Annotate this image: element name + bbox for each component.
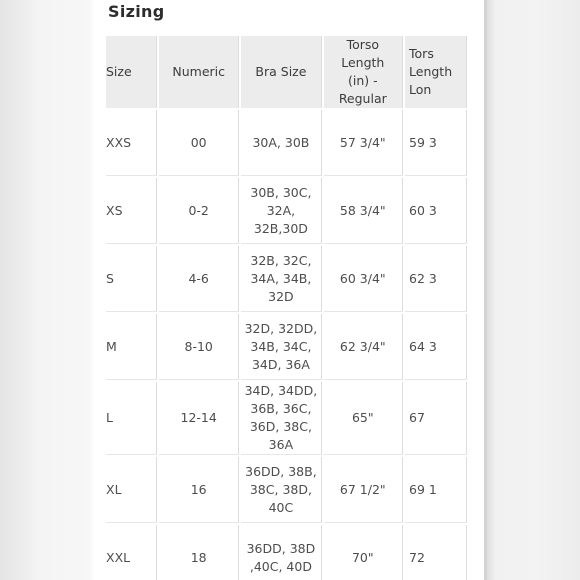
cell-bra-size: 36DD, 38D ,40C, 40D (241, 525, 321, 580)
cell-numeric: 00 (159, 110, 239, 176)
header-line: Length (409, 64, 453, 79)
cell-torso-regular: 65" (324, 382, 403, 455)
cell-torso-regular: 67 1/2" (324, 457, 403, 523)
header-line: Numeric (172, 64, 225, 79)
cell-size: XXL (106, 525, 157, 580)
cell-size: L (106, 382, 157, 455)
header-numeric (159, 36, 239, 108)
cell-torso-long: 62 3 (405, 246, 467, 312)
cell-torso-regular: 58 3/4" (324, 178, 403, 244)
cell-numeric: 4-6 (159, 246, 239, 312)
cell-size: M (106, 314, 157, 380)
sizing-card (94, 0, 486, 580)
table-body (106, 110, 467, 580)
header-line: Torso Length (341, 37, 385, 70)
cell-bra-size: 30B, 30C, 32A, 32B,30D (241, 178, 321, 244)
cell-numeric: 16 (159, 457, 239, 523)
table-row (106, 382, 467, 455)
cell-numeric: 8-10 (159, 314, 239, 380)
table-row (106, 314, 467, 380)
cell-torso-regular: 70" (324, 525, 403, 580)
header-torso-regular (324, 36, 403, 108)
size-chart-table (106, 36, 469, 580)
cell-torso-regular: 60 3/4" (324, 246, 403, 312)
cell-numeric: 0-2 (159, 178, 239, 244)
size-chart-scroll-area[interactable] (106, 36, 469, 580)
table-row (106, 457, 467, 523)
cell-torso-long: 64 3 (405, 314, 467, 380)
cell-bra-size: 34D, 34DD, 36B, 36C, 36D, 38C, 36A (241, 382, 321, 455)
cell-size: XS (106, 178, 157, 244)
cell-size: XXS (106, 110, 157, 176)
cell-bra-size: 30A, 30B (241, 110, 321, 176)
header-torso-long (405, 36, 467, 108)
header-bra-size (241, 36, 321, 108)
header-line: Size (106, 64, 132, 79)
header-line: (in) - Regular (338, 73, 387, 106)
cell-torso-long: 72 (405, 525, 467, 580)
cell-size: XL (106, 457, 157, 523)
header-line: Tors (409, 46, 434, 61)
cell-torso-long: 59 3 (405, 110, 467, 176)
cell-torso-long: 60 3 (405, 178, 467, 244)
cell-bra-size: 32D, 32DD, 34B, 34C, 34D, 36A (241, 314, 321, 380)
table-header-row (106, 36, 467, 108)
background-blur (486, 0, 580, 580)
page-title: Sizing (108, 2, 165, 21)
cell-numeric: 18 (159, 525, 239, 580)
table-row (106, 178, 467, 244)
table-row (106, 525, 467, 580)
cell-numeric: 12-14 (159, 382, 239, 455)
cell-size: S (106, 246, 157, 312)
cell-torso-long: 67 (405, 382, 467, 455)
cell-bra-size: 32B, 32C, 34A, 34B, 32D (241, 246, 321, 312)
card-right-border (484, 0, 487, 580)
cell-torso-regular: 62 3/4" (324, 314, 403, 380)
table-row (106, 246, 467, 312)
cell-torso-long: 69 1 (405, 457, 467, 523)
cell-torso-regular: 57 3/4" (324, 110, 403, 176)
cell-bra-size: 36DD, 38B, 38C, 38D, 40C (241, 457, 321, 523)
header-size (106, 36, 157, 108)
header-line: Lon (409, 82, 432, 97)
header-line: Bra Size (255, 64, 307, 79)
table-row (106, 110, 467, 176)
